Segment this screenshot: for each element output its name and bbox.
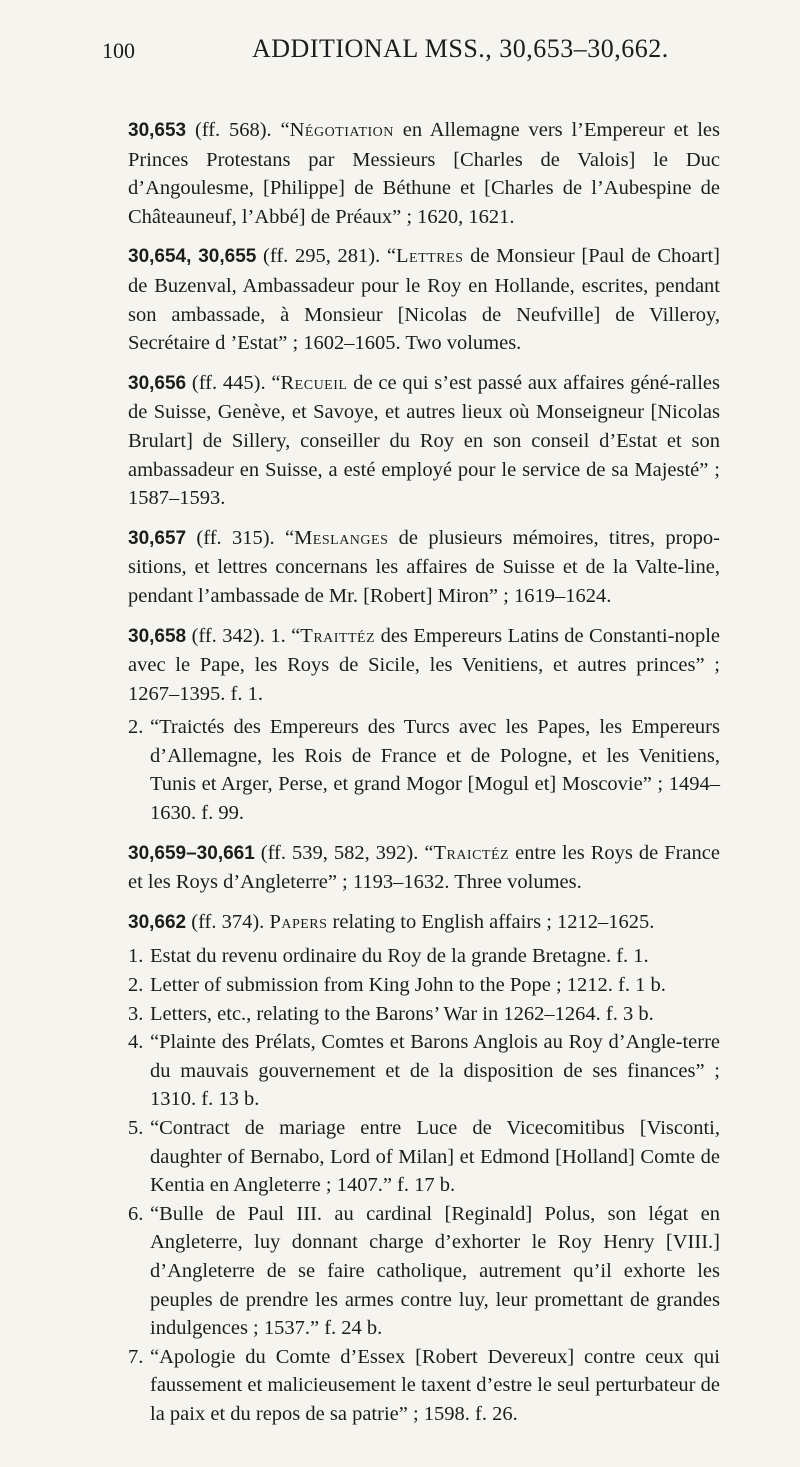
ms-number: 30,658 (128, 625, 187, 647)
ms-number: 30,653 (128, 120, 187, 141)
entry-sub-items (128, 713, 720, 827)
folio-ref: (ff. 445). “ (186, 371, 281, 394)
sub-item-text: “Contract de mariage entre Luce de Vicecomitibus [Visconti, daughter of Bernabo, Lord of Milan] et Edmond [Holland] Comte de Kentia en Angleterre ; 1407.” f. 17 b. (150, 1117, 720, 1197)
sub-item-number: 5. (128, 1117, 144, 1139)
sub-item (128, 1028, 720, 1114)
sub-item (128, 942, 720, 971)
sub-item-text: Letters, etc., relating to the Barons’ War in 1262–1264. f. 3 b. (150, 1002, 654, 1025)
entry-text: en Allemagne vers l’Empereur et les Princes Protestans par Messieurs [Charles de Valois] le Duc d’Angoulesme, [Philippe] de Béthune et [Charles de l’Aubespine de Châteauneuf, l’Abbé] de Préaux” ; 1620, 1621. (128, 119, 720, 228)
catalogue-entry (128, 622, 720, 709)
folio-ref: (ff. 315). “ (186, 526, 295, 549)
entry-lead-word: Papers (269, 910, 328, 933)
catalogue-entry (128, 839, 720, 897)
running-title: ADDITIONAL MSS., 30,653–30,662. (252, 34, 669, 63)
sub-item (128, 1000, 720, 1029)
folio-ref: (ff. 295, 281). “ (256, 245, 397, 268)
sub-item-number: 6. (128, 1202, 144, 1225)
ms-number: 30,657 (128, 527, 187, 549)
sub-item-number: 2. (128, 716, 144, 739)
page-number: 100 (102, 38, 135, 63)
folio-ref: (ff. 342). 1. “ (186, 624, 301, 647)
folio-ref: (ff. 374). (186, 910, 270, 933)
catalogue-entry (128, 908, 720, 938)
sub-item-text: Letter of submission from King John to the Pope ; 1212. f. 1 b. (150, 974, 666, 997)
ms-number: 30,654, 30,655 (128, 246, 257, 268)
catalogue-entries (128, 116, 720, 1440)
sub-item-number: 7. (128, 1345, 144, 1368)
sub-item (128, 1114, 720, 1200)
catalogue-entry (128, 242, 720, 357)
entry-text: relating to English affairs ; 1212–1625. (327, 910, 655, 933)
sub-item-text: Estat du revenu ordinaire du Roy de la grande Bretagne. f. 1. (150, 945, 649, 968)
entry-text: de plusieurs mémoires, titres, propo-sitions, et lettres concernans les affaires de Suisse et de la Valte-line, pendant l’ambassade de Mr. [Robert] Miron” ; 1619–1624. (128, 526, 720, 607)
sub-item (128, 713, 720, 827)
folio-ref: (ff. 568). “ (186, 119, 290, 141)
sub-item-number: 3. (128, 1002, 144, 1025)
entry-text: de Monsieur [Paul de Choart] de Buzenval, Ambassadeur pour le Roy en Hollande, escrites, pendant son ambassade, à Monsieur [Nicolas de Neufville] de Villeroy, Secrétaire d ’Estat” ; 1602–1605. Two volumes. (128, 245, 720, 355)
entry-lead-word: Négotiation (289, 119, 394, 141)
catalogue-entry (128, 116, 720, 231)
entry-text: des Empereurs Latins de Constanti-nople avec le Pape, les Roys de Sicile, les Venitiens, et autres princes” ; 1267–1395. f. 1. (128, 624, 720, 705)
entry-sub-items (128, 942, 720, 1428)
entry-lead-word: Traittéz (300, 624, 376, 647)
sub-item-text: “Plainte des Prélats, Comtes et Barons Anglois au Roy d’Angle-terre du mauvais gouvernement et de la disposition de ses finances” ; 1310. f. 13 b. (150, 1031, 720, 1111)
folio-ref: (ff. 539, 582, 392). “ (254, 841, 434, 864)
sub-item-text: “Traictés des Empereurs des Turcs avec les Papes, les Empereurs d’Allemagne, les Rois de France et de Pologne, et les Venitiens, Tunis et Arger, Perse, et grand Mogor [Mogul et] Moscovie” ; 1494–1630. f. 99. (150, 716, 720, 825)
sub-item (128, 971, 720, 1000)
sub-item-number: 1. (128, 945, 144, 968)
entry-lead-word: Meslanges (294, 526, 389, 549)
sub-item (128, 1200, 720, 1343)
ms-number: 30,662 (128, 911, 187, 933)
ms-number: 30,656 (128, 372, 187, 394)
entry-lead-word: Lettres (396, 245, 464, 268)
entry-text: entre les Roys de France et les Roys d’Angleterre” ; 1193–1632. Three volumes. (128, 841, 720, 894)
ms-number: 30,659–30,661 (128, 842, 255, 864)
sub-item-text: “Bulle de Paul III. au cardinal [Reginald] Polus, son légat en Angleterre, luy donnant charge d’exhorter le Roy Henry [VIII.] d’Angleterre de se faire catholique, autrement qu’il exhorte les peuples de prendre les armes contre luy, leur promettant de grandes indulgences ; 1537.” f. 24 b. (150, 1202, 720, 1340)
entry-lead-word: Recueil (280, 371, 348, 394)
sub-item-number: 4. (128, 1031, 144, 1054)
catalogue-entry (128, 369, 720, 513)
sub-item-number: 2. (128, 974, 144, 997)
sub-item (128, 1343, 720, 1429)
page-header (0, 30, 800, 70)
catalogue-entry (128, 524, 720, 611)
sub-item-text: “Apologie du Comte d’Essex [Robert Devereux] contre ceux qui faussement et malicieusement le taxent d’estre le seul perturbateur de la paix et du repos de sa patrie” ; 1598. f. 26. (150, 1345, 720, 1425)
entry-text: de ce qui s’est passé aux affaires géné-ralles de Suisse, Genève, et Savoye, et autres lieux où Monseigneur [Nicolas Brulart] de Sillery, conseiller du Roy en son conseil d’Estat et son ambassadeur en Suisse, a esté employé pour le service de sa Majesté” ; 1587–1593. (128, 371, 720, 510)
entry-lead-word: Traictéz (433, 841, 510, 864)
